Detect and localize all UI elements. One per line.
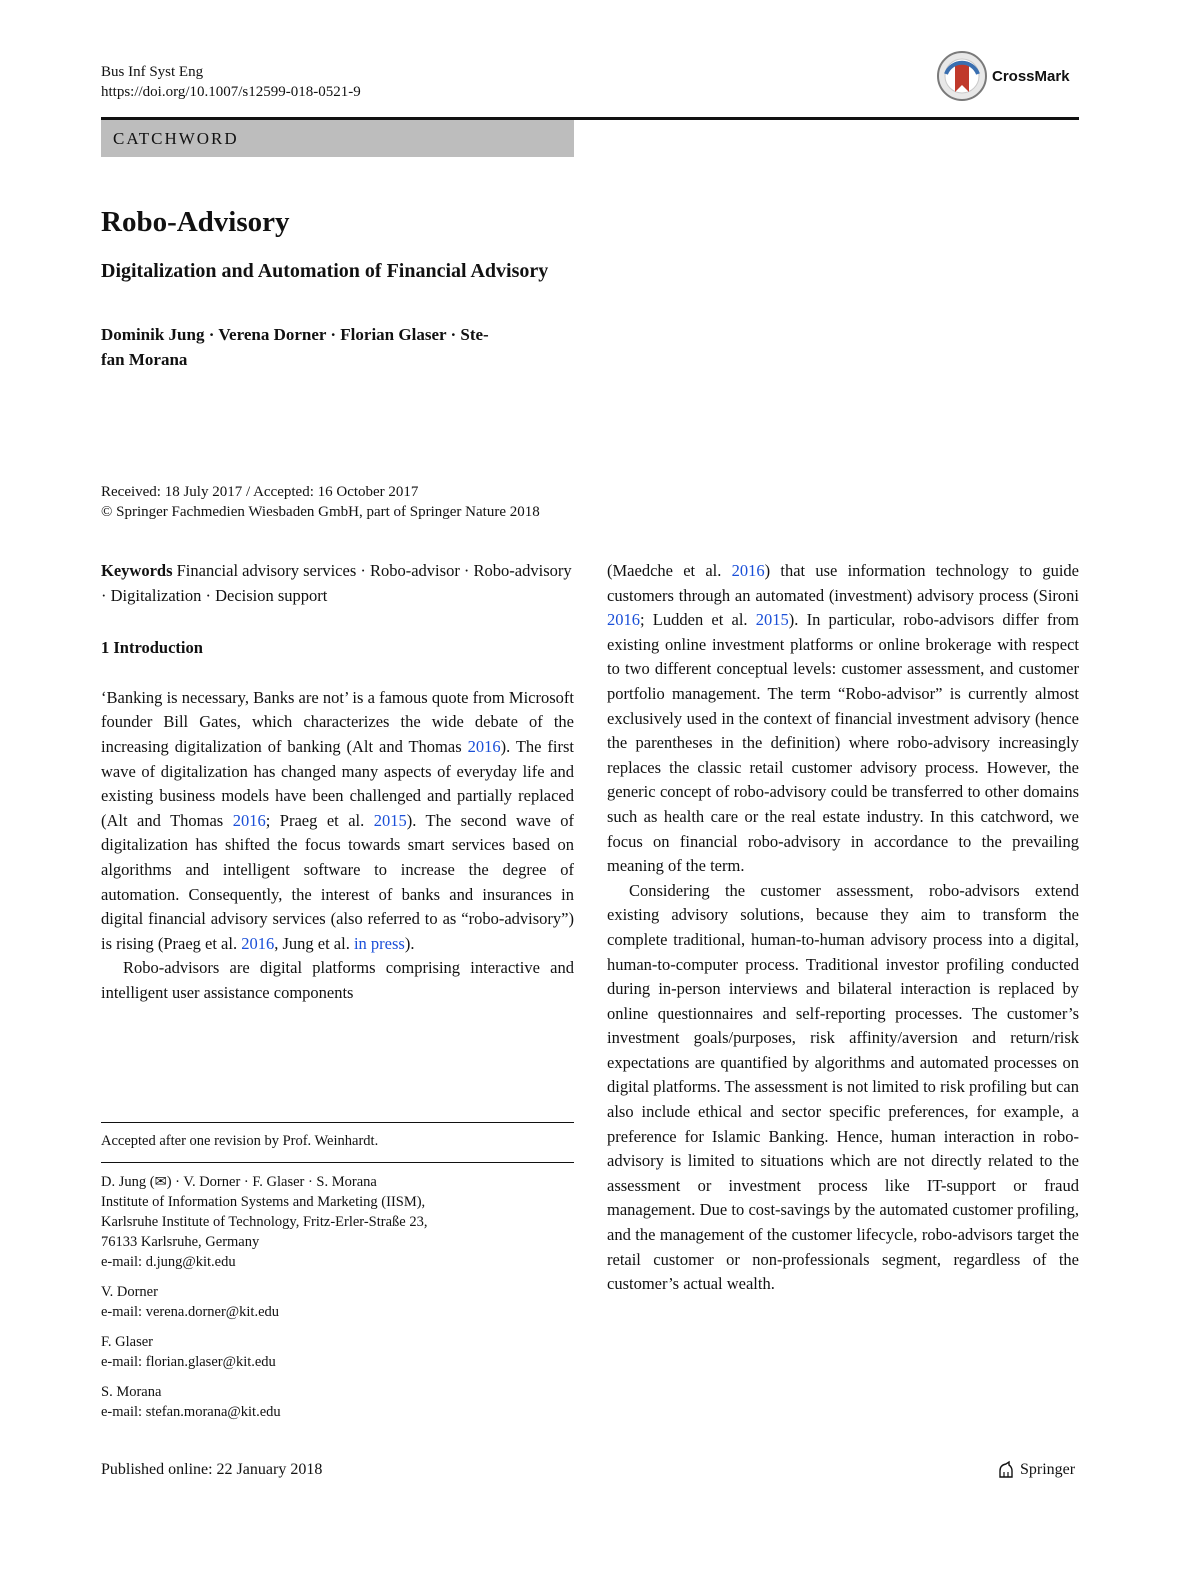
journal-header — [101, 62, 361, 102]
text-span: ). The second wave of digitalization has shifted the focus towards smart services based on algorithms and intelligent software to increase the degree of automation. Consequently, the interest of banks and insurances in digital financial advisory services (also referred to as “robo-advisory”) is rising (Praeg et al. — [101, 810, 574, 953]
keywords — [101, 559, 574, 608]
crossmark-icon — [936, 50, 988, 102]
intro-paragraph-2: Robo-advisors are digital platforms comprising interactive and intelligent user assistance components — [101, 958, 574, 1002]
citation-link[interactable]: 2015 — [755, 610, 789, 630]
crossmark-badge[interactable] — [936, 48, 1086, 104]
citation-link[interactable]: 2016 — [232, 810, 266, 830]
right-column — [607, 559, 1079, 1297]
intro-paragraph-1 — [101, 686, 574, 957]
accepted-note: Accepted after one revision by Prof. Weinhardt. — [101, 1133, 379, 1149]
journal-name: Bus Inf Syst Eng — [101, 64, 204, 80]
received-accepted: Received: 18 July 2017 / Accepted: 16 October 2017 — [101, 484, 419, 500]
authors-line-2: fan Morana — [101, 350, 188, 369]
springer-horse-icon — [996, 1460, 1016, 1480]
right-paragraph-2: Considering the customer assessment, robo-advisors extend existing advisory solutions, because they aim to transform the complete traditional, human-to-human advisory process into a digital, human-to-computer process. Traditional investor profiling conducted during in-person interviews and bilateral interaction is replaced by online questionnaires and self-reporting processes. The customer’s investment goals/purposes, risk affinity/aversion and return/risk expectations are quantified by algorithms and automated processes on digital platforms. The assessment is not limited to risk profiling but can also include ethical and sector specific preferences, for example, a preference for Islamic Banking. Hence, human interaction in robo-advisory is limited to situations which are not directly related to the assessment or investment process like IT-support or fraud management. Due to cost-savings by the automated customer profiling, and the management of the customer lifecycle, robo-advisors target the retail customer or non-professionals segment, regardless of the customer’s actual wealth. — [607, 880, 1079, 1294]
footnote-rule-top — [101, 1122, 574, 1123]
text-span: (Maedche et al. — [607, 561, 732, 580]
copyright-notice: © Springer Fachmedien Wiesbaden GmbH, part of Springer Nature 2018 — [101, 504, 540, 520]
affiliation-morana — [101, 1382, 574, 1422]
citation-link[interactable]: 2016 — [241, 933, 275, 953]
catchword-banner — [101, 120, 574, 157]
text-span: ; Ludden et al. — [640, 610, 756, 630]
citation-link[interactable]: 2016 — [731, 561, 765, 580]
text-span: ). — [404, 933, 415, 953]
crossmark-label: CrossMark — [992, 67, 1070, 85]
springer-label: Springer — [1020, 1461, 1076, 1478]
citation-link[interactable]: 2015 — [373, 810, 407, 830]
keywords-text: Financial advisory services · Robo-advisor · Robo-advisory · Digitalization · Decision support — [101, 561, 572, 605]
affiliation-dorner — [101, 1282, 574, 1322]
footnote-rule-bottom — [101, 1162, 574, 1163]
section-heading-introduction: 1 Introduction — [101, 638, 203, 658]
right-paragraph-1 — [607, 559, 1079, 879]
keywords-label: Keywords — [101, 561, 173, 580]
author-name-glaser: F. Glaser — [101, 1334, 153, 1350]
affil-university: Karlsruhe Institute of Technology, Fritz-Erler-Straße 23, — [101, 1214, 428, 1230]
email-dorner[interactable]: e-mail: verena.dorner@kit.edu — [101, 1304, 280, 1320]
text-span: ). In particular, robo-advisors differ from existing online investment platforms or online brokerage with respect to two different conceptual levels: customer assessment, and customer portfolio management. The term “Robo-advisor” is currently almost exclusively used in the context of financial investment advisory (hence the parentheses in the definition) where robo-advisory increasingly replaces the classic retail customer advisory process. However, the generic concept of robo-advisory could be transferred to other domains such as health care or the real estate industry. In this catchword, we focus on financial robo-advisory in accordance to the prevailing meaning of the term. — [607, 610, 1079, 876]
affil-institute: Institute of Information Systems and Marketing (IISM), — [101, 1194, 426, 1210]
published-online: Published online: 22 January 2018 — [101, 1461, 323, 1478]
article-title: Robo-Advisory — [101, 206, 290, 238]
email-morana[interactable]: e-mail: stefan.morana@kit.edu — [101, 1404, 281, 1420]
text-span: , Jung et al. — [274, 933, 354, 953]
citation-link[interactable]: 2016 — [607, 610, 640, 630]
email-glaser[interactable]: e-mail: florian.glaser@kit.edu — [101, 1354, 276, 1370]
author-list — [101, 322, 581, 372]
affil-authors: D. Jung (✉) · V. Dorner · F. Glaser · S. Morana — [101, 1174, 377, 1190]
affiliation-glaser — [101, 1332, 574, 1372]
author-name-dorner: V. Dorner — [101, 1284, 158, 1300]
text-span: ). The first wave of digitalization has changed many aspects of everyday life and existing business models have been challenged and partially replaced (Alt and Thomas — [101, 736, 574, 830]
email-jung[interactable]: e-mail: d.jung@kit.edu — [101, 1254, 236, 1270]
left-column — [101, 559, 574, 1006]
doi-link[interactable]: https://doi.org/10.1007/s12599-018-0521-9 — [101, 84, 361, 100]
authors-line-1: Dominik Jung · Verena Dorner · Florian Glaser · Ste- — [101, 325, 489, 344]
affil-city: 76133 Karlsruhe, Germany — [101, 1234, 260, 1250]
citation-link[interactable]: in press — [353, 933, 405, 953]
affiliation-block — [101, 1172, 574, 1272]
article-subtitle: Digitalization and Automation of Financial Advisory — [101, 260, 549, 282]
text-span: ) that use information technology to guide customers through an automated (investment) advisory process (Sironi — [607, 561, 1079, 605]
citation-link[interactable]: 2016 — [467, 736, 501, 756]
text-span: ‘Banking is necessary, Banks are not’ is a famous quote from Microsoft founder Bill Gates, which characterizes the wide debate of the increasing digitalization of banking (Alt and Thomas — [101, 687, 574, 756]
article-dates — [101, 482, 540, 522]
author-name-morana: S. Morana — [101, 1384, 162, 1400]
affiliations — [101, 1172, 574, 1432]
catchword-label: CATCHWORD — [113, 129, 239, 148]
text-span: ; Praeg et al. — [265, 810, 374, 830]
springer-logo — [996, 1460, 1075, 1480]
